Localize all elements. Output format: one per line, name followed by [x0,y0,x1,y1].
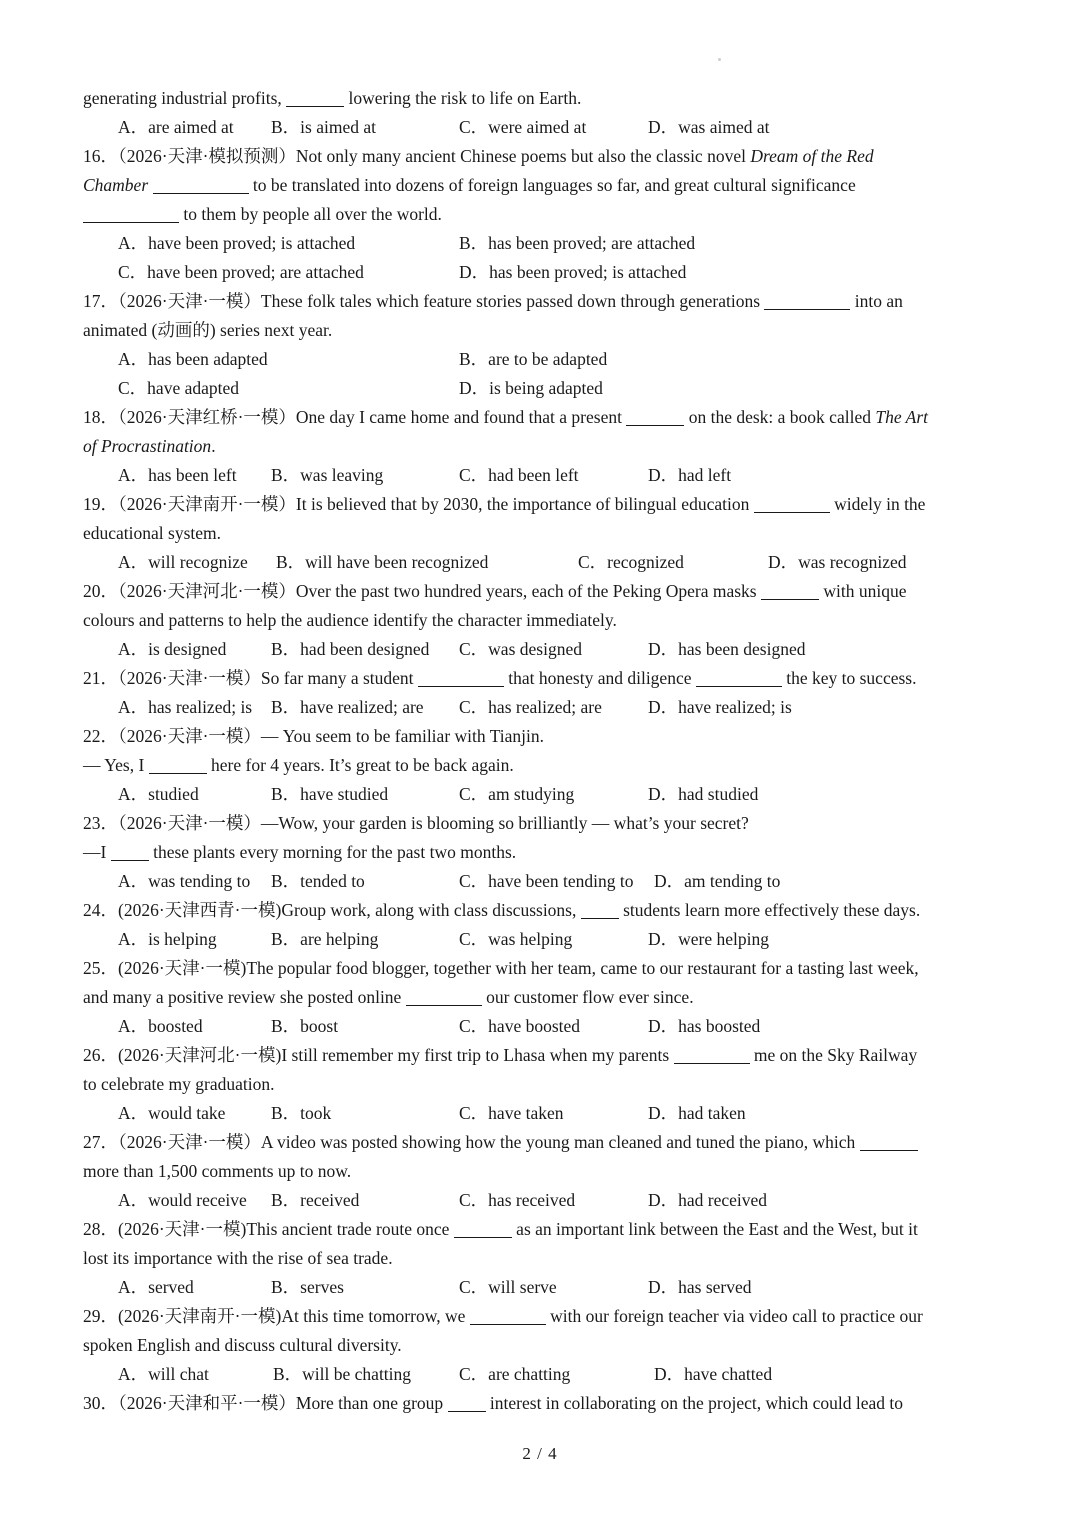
option-c: C．have been tending to [459,871,634,891]
option-c: C．have taken [459,1103,564,1123]
question-source: (2026·天津西青·一模) [118,900,282,920]
options-row [83,374,1003,403]
question-text-line: spoken English and discuss cultural diversity. [83,1335,402,1355]
option-a: A．served [118,1277,194,1297]
option-c: C．have boosted [459,1016,581,1036]
answer-blank [674,1045,750,1064]
answer-blank [860,1132,918,1151]
option-b: B．tended to [271,871,365,891]
question-text-line: to celebrate my graduation. [83,1074,275,1094]
question-text-line: to them by people all over the world. [83,200,1003,229]
question-text-line: more than 1,500 comments up to now. [83,1161,352,1181]
options-row [83,461,1003,490]
question-23: 23．（2026·天津·一模）—Wow, your garden is blooming so brilliantly — what’s your secret? [83,813,749,833]
answer-blank [761,581,819,600]
option-b: B．serves [271,1277,344,1297]
question-27: 27．（2026·天津·一模）A video was posted showing how the young man cleaned and tuned the piano, which [83,1128,1003,1157]
option-c: C．has received [459,1190,576,1210]
option-a: A．will recognize [118,552,248,572]
question-text-line: of Procrastination. [83,436,216,456]
option-d: D．had received [648,1190,768,1210]
options-row [83,1273,1003,1302]
option-c: C．were aimed at [459,117,587,137]
question-source: （2026·天津红桥·一模） [118,407,296,427]
answer-blank [626,407,684,426]
question-text-line: educational system. [83,523,222,543]
option-a: A．is helping [118,929,217,949]
question-22: 22．（2026·天津·一模）— You seem to be familiar with Tianjin. [83,726,544,746]
question-26: 26．(2026·天津河北·一模)I still remember my first trip to Lhasa when my parents me on the Sky Railway [83,1045,918,1065]
answer-blank [149,755,207,774]
option-d: D．had taken [648,1103,746,1123]
option-b: B．was leaving [271,465,384,485]
options-row [83,635,1003,664]
answer-blank [83,204,179,223]
option-b: B．will be chatting [273,1364,412,1384]
option-a: A．was tending to [118,871,251,891]
question-21: 21．（2026·天津·一模）So far many a student that honesty and diligence the key to success. [83,668,917,688]
question-source: (2026·天津·一模) [118,1219,247,1239]
option-a: A．has been left [118,465,237,485]
options-row [83,229,1003,258]
option-b: B．are to be adapted [459,349,608,369]
question-source: （2026·天津河北·一模） [118,581,296,601]
option-a: A．are aimed at [118,117,234,137]
option-d: D．is being adapted [459,378,603,398]
answer-blank [581,900,619,919]
option-b: B．will have been recognized [276,552,489,572]
question-source: （2026·天津·一模） [118,668,261,688]
answer-blank [470,1306,546,1325]
option-d: D．am tending to [654,871,781,891]
options-row [83,925,1003,954]
options-row [83,1186,1003,1215]
option-d: D．have realized; is [648,697,792,717]
answer-blank [448,1393,486,1412]
option-c: C．am studying [459,784,575,804]
question-source: （2026·天津南开·一模） [118,494,296,514]
question-source: （2026·天津·一模） [118,291,261,311]
answer-blank [111,842,149,861]
answer-blank [696,668,782,687]
option-c: C．was designed [459,639,582,659]
option-b: B．received [271,1190,360,1210]
option-b: B．have realized; are [271,697,424,717]
answer-blank [418,668,504,687]
option-d: D．has served [648,1277,752,1297]
option-b: B．had been designed [271,639,430,659]
question-25: 25．(2026·天津·一模)The popular food blogger, together with her team, came to our restaurant for a tasting last week, [83,958,919,978]
option-a: A．is designed [118,639,227,659]
options-row [83,1099,1003,1128]
options-row [83,780,1003,809]
question-16: 16．（2026·天津·模拟预测）Not only many ancient Chinese poems but also the classic novel Dream of the Red [83,146,874,166]
option-b: B．have studied [271,784,389,804]
option-a: A．will chat [118,1364,209,1384]
option-a: A．would take [118,1103,226,1123]
answer-blank [153,175,249,194]
question-source: (2026·天津南开·一模) [118,1306,282,1326]
option-d: D．was aimed at [648,117,770,137]
option-c: C．recognized [578,552,684,572]
question-17: 17．（2026·天津·一模）These folk tales which feature stories passed down through generations into an [83,291,903,311]
options-row [83,867,1003,896]
option-d: D．has boosted [648,1016,761,1036]
question-text-line: animated (动画的) series next year. [83,320,333,340]
options-row [83,548,1003,577]
option-d: D．was recognized [768,552,907,572]
scan-speck [718,58,721,61]
option-a: A．has realized; is [118,697,253,717]
options-row [83,258,1003,287]
options-row [83,1012,1003,1041]
options-row [83,345,1003,374]
question-text-line: — Yes, I here for 4 years. It’s great to be back again. [83,755,514,775]
answer-blank [754,494,830,513]
question-30: 30．（2026·天津和平·一模）More than one group interest in collaborating on the project, which could lead to [83,1393,903,1413]
question-29: 29．(2026·天津南开·一模)At this time tomorrow, we with our foreign teacher via video call to practice our [83,1306,923,1326]
answer-blank [286,88,344,107]
option-a: A．boosted [118,1016,203,1036]
option-d: D．had studied [648,784,759,804]
question-20: 20．（2026·天津河北·一模）Over the past two hundred years, each of the Peking Opera masks with unique [83,581,907,601]
option-b: B．took [271,1103,332,1123]
question-source: (2026·天津河北·一模) [118,1045,282,1065]
option-d: D．had left [648,465,732,485]
answer-blank [764,291,850,310]
question-19: 19．（2026·天津南开·一模）It is believed that by 2030, the importance of bilingual education widely in the [83,494,926,514]
options-row [83,113,1003,142]
question-text-line: and many a positive review she posted online our customer flow ever since. [83,987,694,1007]
question-source: （2026·天津·一模） [118,726,261,746]
question-text-line: generating industrial profits, lowering the risk to life on Earth. [83,88,582,108]
option-d: D．have chatted [654,1364,773,1384]
option-a: A．would receive [118,1190,247,1210]
question-source: （2026·天津·一模） [118,813,261,833]
question-source: （2026·天津·一模） [118,1132,261,1152]
page-number: 2 / 4 [522,1444,558,1463]
answer-blank [454,1219,512,1238]
option-b: B．boost [271,1016,339,1036]
question-source: （2026·天津和平·一模） [118,1393,296,1413]
option-d: D．has been designed [648,639,806,659]
option-a: A．studied [118,784,199,804]
option-b: B．has been proved; are attached [459,233,696,253]
option-c: C．are chatting [459,1364,571,1384]
option-c: C．have been proved; are attached [118,262,364,282]
question-source: (2026·天津·一模) [118,958,247,978]
option-c: C．have adapted [118,378,239,398]
question-28: 28．(2026·天津·一模)This ancient trade route once as an important link between the East and the West, but it [83,1219,918,1239]
option-d: D．were helping [648,929,770,949]
option-b: B．are helping [271,929,379,949]
option-c: C．was helping [459,929,573,949]
option-b: B．is aimed at [271,117,376,137]
question-18: 18．（2026·天津红桥·一模）One day I came home and found that a present on the desk: a book called The Art [83,407,929,427]
option-c: C．had been left [459,465,579,485]
option-c: C．will serve [459,1277,557,1297]
question-source: （2026·天津·模拟预测） [118,146,296,166]
option-d: D．has been proved; is attached [459,262,687,282]
options-row [83,693,1003,722]
option-a: A．has been adapted [118,349,268,369]
question-text-line: —I these plants every morning for the past two months. [83,842,517,862]
question-text-line: lost its importance with the rise of sea trade. [83,1248,393,1268]
option-c: C．has realized; are [459,697,602,717]
question-list [83,84,1003,1418]
answer-blank [406,987,482,1006]
question-24: 24．(2026·天津西青·一模)Group work, along with class discussions, students learn more effectively these days. [83,900,921,920]
options-row [83,1360,1003,1389]
question-text-line: colours and patterns to help the audience identify the character immediately. [83,610,617,630]
option-a: A．have been proved; is attached [118,233,356,253]
question-text-line: Chamber to be translated into dozens of foreign languages so far, and great cultural significance [83,175,856,195]
